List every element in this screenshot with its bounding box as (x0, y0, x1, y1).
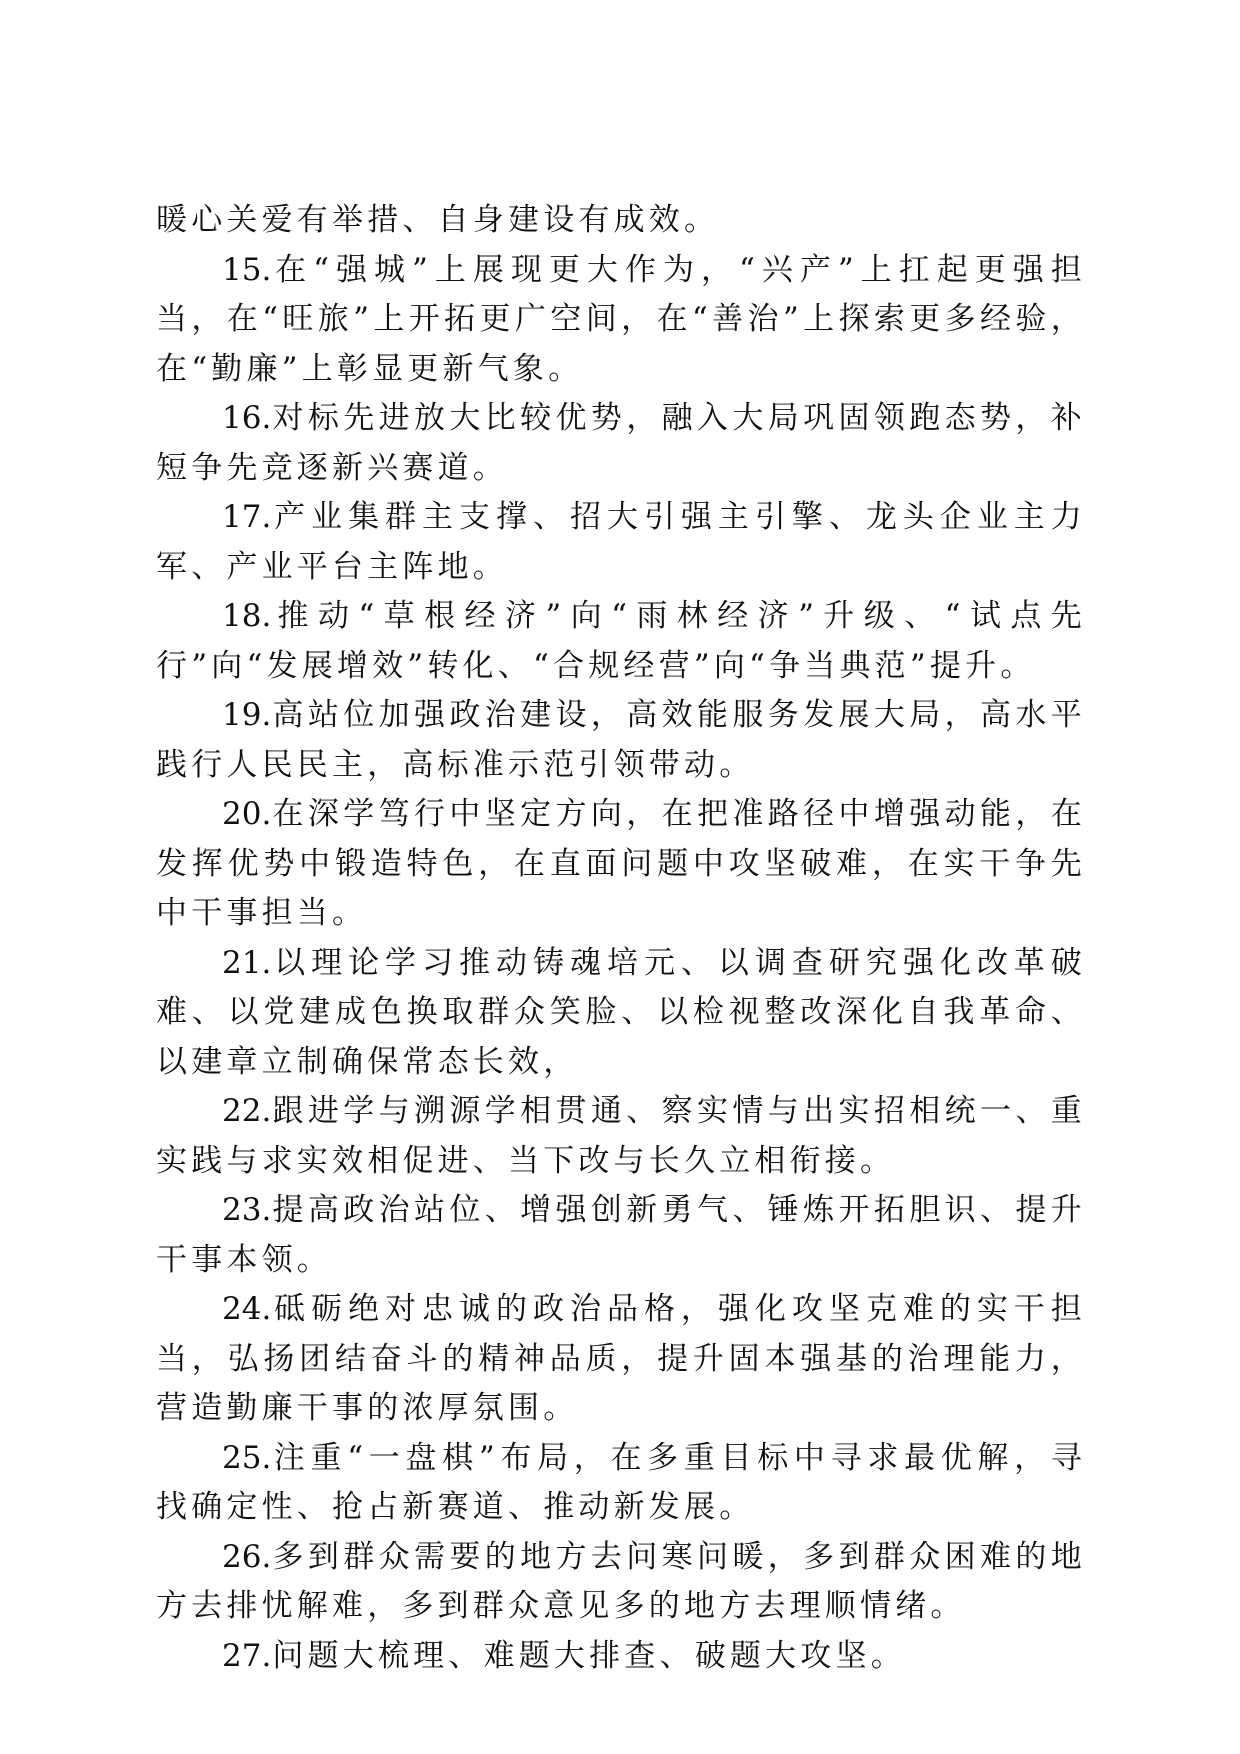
item-text: 以理论学习推动铸魂培元、以调查研究强化改革破难、以党建成色换取群众笑脸、以检视整改深化自我革命、以建章立制确保常态长效， (156, 944, 1086, 1080)
item-text: 砥砺绝对忠诚的政治品格，强化攻坚克难的实干担当，弘扬团结奋斗的精神品质，提升固本强基的治理能力，营造勤廉干事的浓厚氛围。 (156, 1291, 1086, 1426)
item-number: 20. (222, 796, 272, 832)
list-item-27 (156, 1632, 1086, 1682)
item-text: 在深学笃行中坚定方向，在把准路径中增强动能，在发挥优势中锻造特色，在直面问题中攻坚破难，在实干争先中干事担当。 (156, 796, 1086, 931)
item-number: 22. (222, 1093, 272, 1129)
item-number: 18. (222, 598, 272, 634)
item-number: 21. (222, 944, 272, 981)
list-item-24 (156, 1285, 1086, 1434)
item-number: 27. (222, 1637, 272, 1674)
item-text: 注重“一盘棋”布局，在多重目标中寻求最优解，寻找确定性、抢占新赛道、推动新发展。 (156, 1439, 1086, 1525)
continuation-paragraph: 暖心关爱有举措、自身建设有成效。 (156, 202, 720, 238)
item-text: 在“强城”上展现更大作为，“兴产”上扛起更强担当，在“旺旅”上开拓更广空间，在“善治”上探索更多经验，在“勤廉”上彰显更新气象。 (156, 251, 1086, 387)
list-item-17 (156, 493, 1086, 592)
item-text: 高站位加强政治建设，高效能服务发展大局，高水平践行人民民主，高标准示范引领带动。 (156, 697, 1086, 783)
item-number: 24. (222, 1291, 272, 1327)
item-number: 17. (222, 499, 272, 535)
item-text: 跟进学与溯源学相贯通、察实情与出实招相统一、重实践与求实效相促进、当下改与长久立相衔接。 (156, 1093, 1086, 1179)
list-item-18 (156, 592, 1086, 691)
item-number: 15. (222, 251, 272, 288)
list-item-25 (156, 1434, 1086, 1533)
item-text: 推动“草根经济”向“雨林经济”升级、“试点先行”向“发展增效”转化、“合规经营”向“争当典范”提升。 (156, 598, 1086, 684)
item-number: 25. (222, 1439, 272, 1476)
item-text: 问题大梳理、难题大排查、破题大攻坚。 (272, 1637, 906, 1674)
list-item-15 (156, 246, 1086, 395)
item-text: 对标先进放大比较优势，融入大局巩固领跑态势，补短争先竞逐新兴赛道。 (156, 400, 1086, 486)
list-item-23 (156, 1186, 1086, 1285)
item-text: 产业集群主支撑、招大引强主引擎、龙头企业主力军、产业平台主阵地。 (156, 499, 1086, 585)
list-item-19 (156, 691, 1086, 790)
item-number: 26. (222, 1538, 272, 1575)
item-text: 提高政治站位、增强创新勇气、锤炼开拓胆识、提升干事本领。 (156, 1192, 1086, 1278)
item-text: 多到群众需要的地方去问寒问暖，多到群众困难的地方去排忧解难，多到群众意见多的地方去理顺情绪。 (156, 1538, 1086, 1624)
item-number: 16. (222, 400, 272, 436)
item-number: 19. (222, 697, 272, 733)
list-item-16 (156, 394, 1086, 493)
list-item-20 (156, 790, 1086, 939)
item-number: 23. (222, 1192, 272, 1228)
document-body (156, 196, 1086, 1681)
list-item-26 (156, 1533, 1086, 1632)
list-item-21 (156, 939, 1086, 1088)
list-item-22 (156, 1087, 1086, 1186)
